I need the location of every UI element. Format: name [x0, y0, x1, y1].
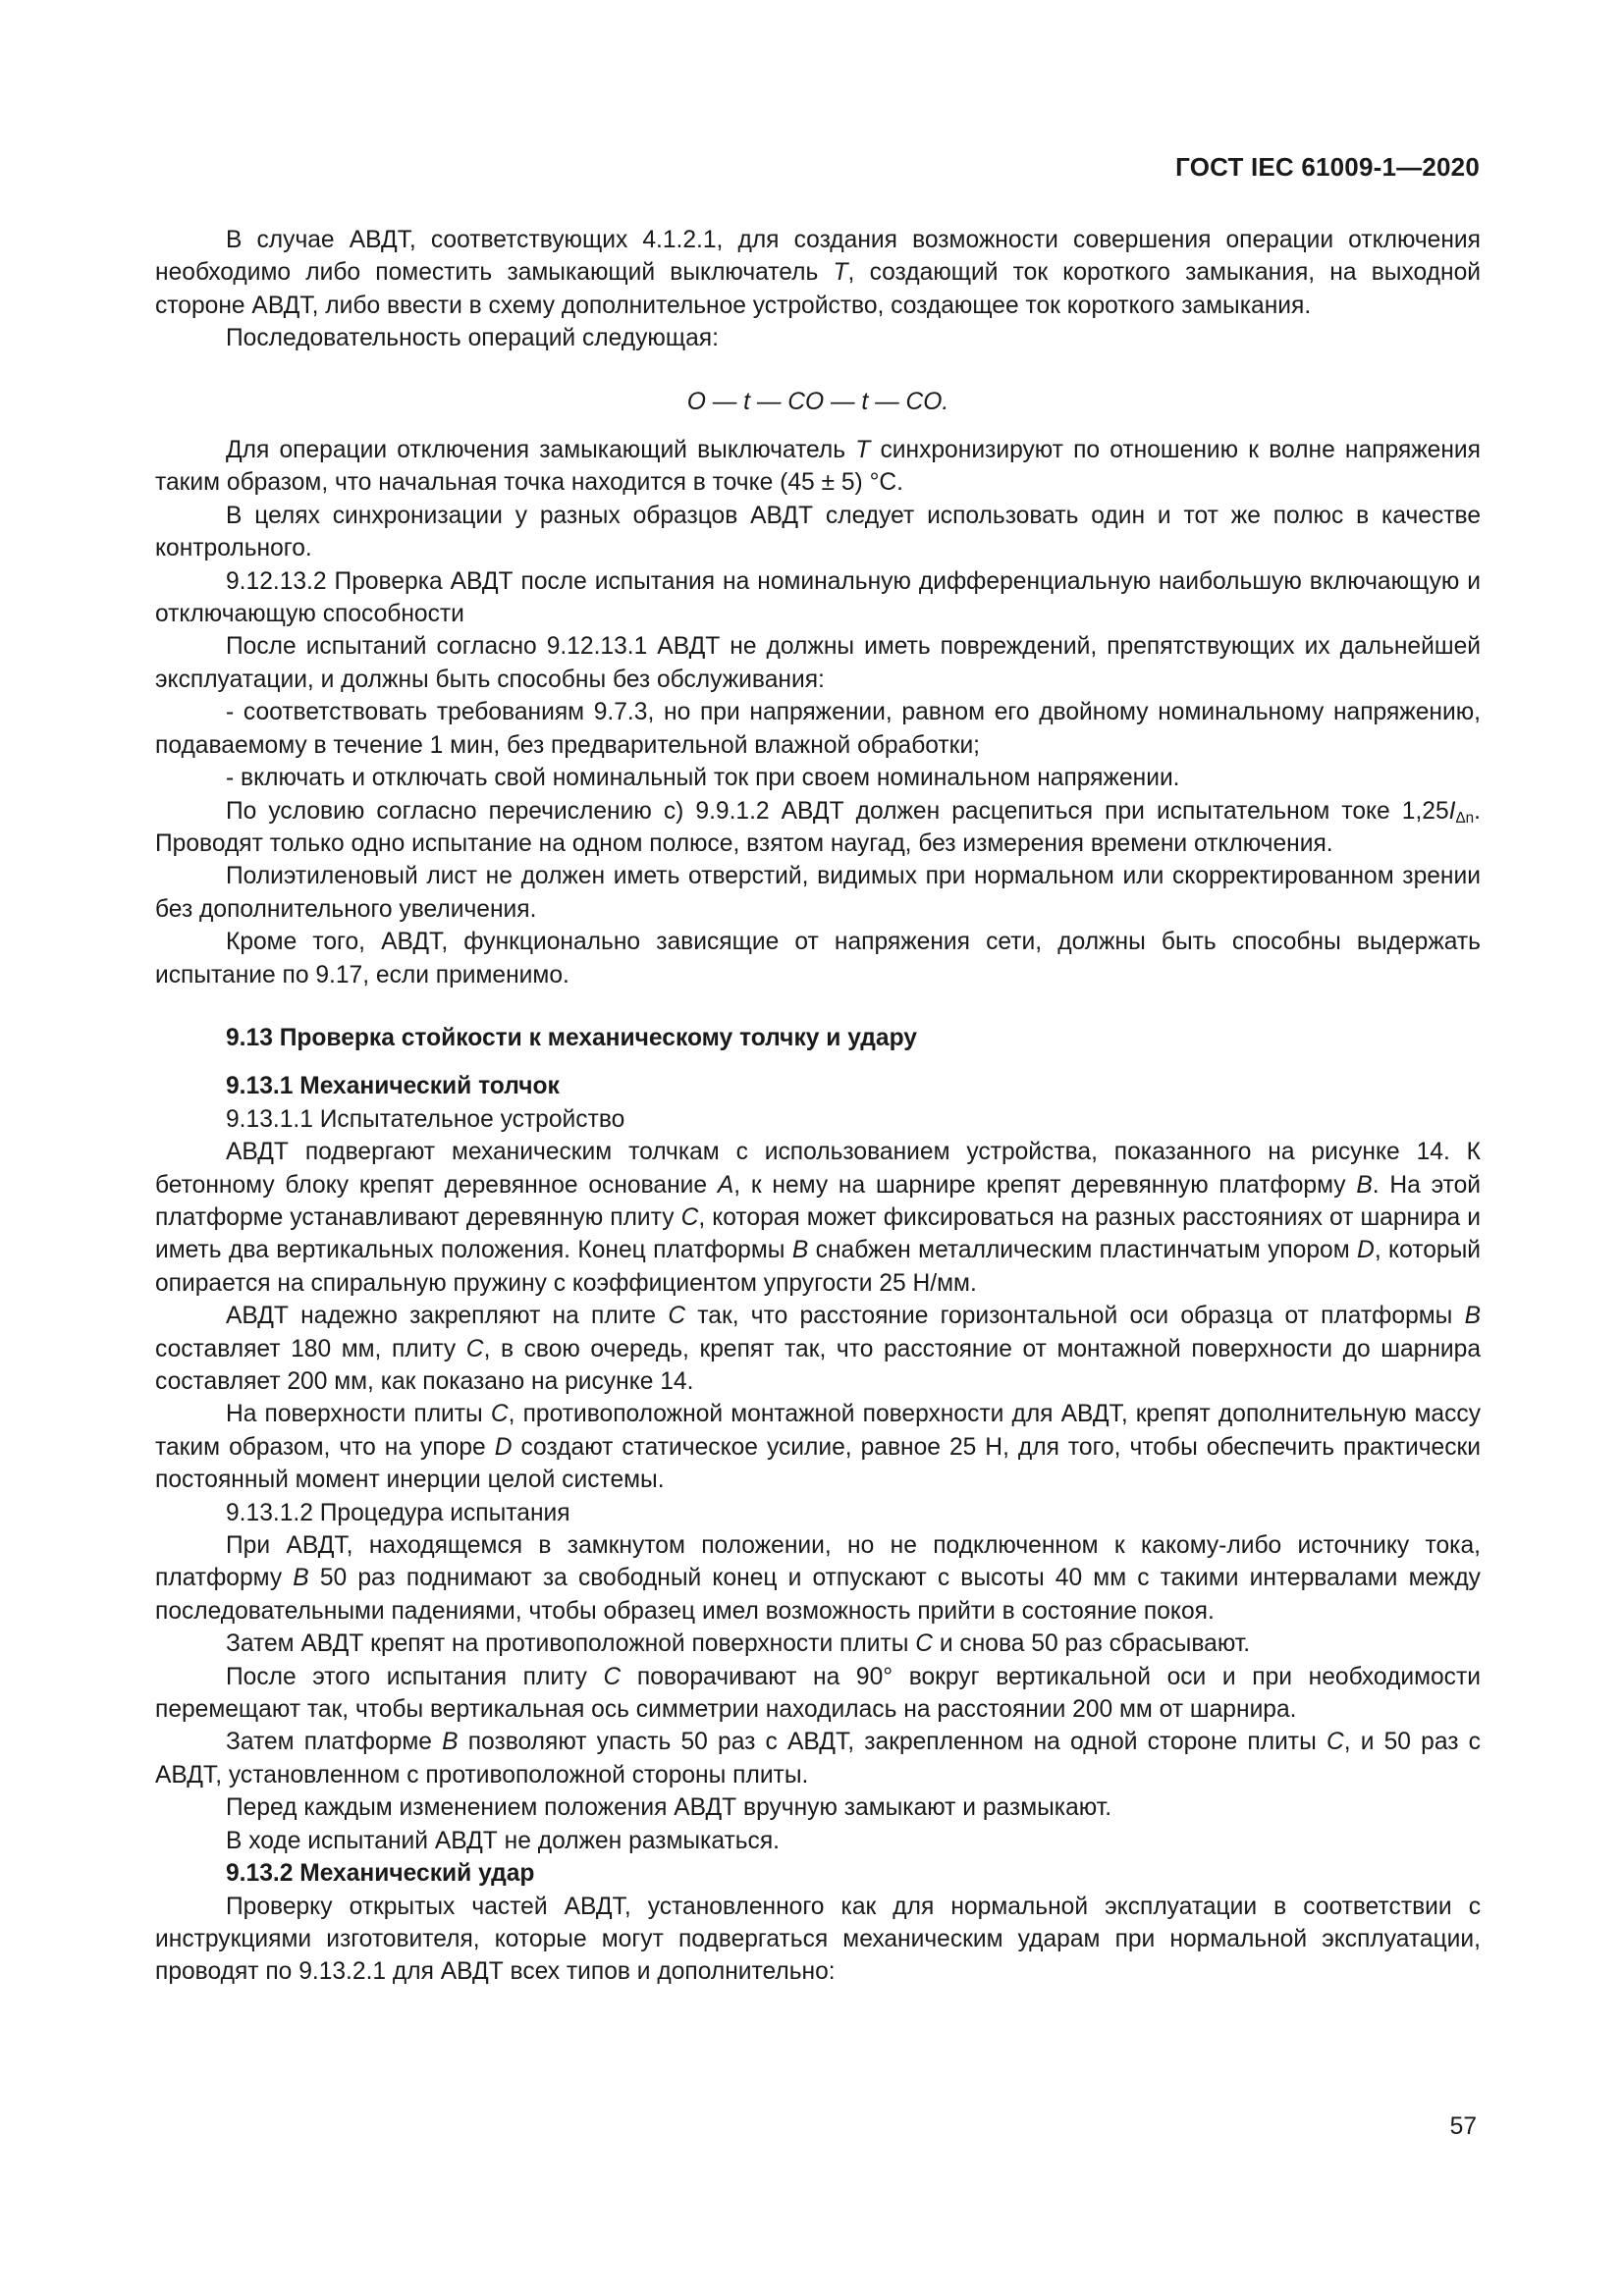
paragraph: АВДТ надежно закрепляют на плите C так, что расстояние горизонтальной оси образца от платформы B составляет 180 мм, плиту C, в свою очередь, крепят так, что расстояние от монтажной поверхности до шарнира составляет 200 мм, как показано на рисунке 14.: [155, 1303, 1482, 1395]
paragraph: Проверку открытых частей АВДТ, установленного как для нормальной эксплуатации в соответствии с инструкциями изготовителя, которые могут подвергаться механическим ударам при нормальной эксплуатации, проводят по 9.13.2.1 для АВДТ всех типов и дополнительно:: [155, 1893, 1481, 1986]
paragraph: Затем АВДТ крепят на противоположной поверхности плиты C и снова 50 раз сбрасывают.: [226, 1630, 1251, 1658]
paragraph: В случае АВДТ, соответствующих 4.1.2.1, для создания возможности совершения операции отключения необходимо либо поместить замыкающий выключатель T, создающий ток короткого замыкания, на выходной стороне АВДТ, либо ввести в схему дополнительное устройство, создающее ток короткого замыкания.: [155, 227, 1481, 319]
list-item: - включать и отключать свой номинальный ток при своем номинальном напряжении.: [226, 765, 1180, 792]
paragraph: Полиэтиленовый лист не должен иметь отверстий, видимых при нормальном или скорректированном зрении без дополнительного увеличения.: [155, 863, 1481, 923]
clause-heading: 9.13.1.2 Процедура испытания: [226, 1499, 570, 1526]
document-body: [155, 224, 1481, 1989]
paragraph: Для операции отключения замыкающий выключатель T синхронизируют по отношению к волне напряжения таким образом, что начальная точка находится в точке (45 ± 5) °С.: [155, 437, 1481, 497]
clause-heading: 9.12.13.2 Проверка АВДТ после испытания на номинальную дифференциальную наибольшую включающую и отключающую способности: [155, 567, 1481, 628]
paragraph: АВДТ подвергают механическим толчкам с использованием устройства, показанного на рисунке 14. К бетонному блоку крепят деревянное основание A, к нему на шарнире крепят деревянную платформу B. На этой платформе устанавливают деревянную плиту C, которая может фиксироваться на разных расстояниях от шарнира и иметь два вертикальных положения. Конец платформы B снабжен металлическим пластинчатым упором D, который опирается на спиральную пружину с коэффициентом упругости 25 Н/мм.: [155, 1139, 1481, 1297]
paragraph: После испытаний согласно 9.12.13.1 АВДТ не должны иметь повреждений, препятствующих их дальнейшей эксплуатации, и должны быть способны без обслуживания:: [155, 633, 1481, 693]
document-header: ГОСТ IEC 61009-1—2020: [1175, 152, 1480, 182]
list-item: - соответствовать требованиям 9.7.3, но при напряжении, равном его двойному номинальному напряжению, подаваемому в течение 1 мин, без предварительной влажной обработки;: [155, 699, 1481, 759]
paragraph: Кроме того, АВДТ, функционально зависящие от напряжения сети, должны быть способны выдержать испытание по 9.17, если применимо.: [155, 929, 1481, 988]
paragraph: Затем платформе B позволяют упасть 50 раз с АВДТ, закрепленном на одной стороне плиты C, и 50 раз с АВДТ, установленном с противоположной стороны плиты.: [155, 1729, 1481, 1789]
paragraph: В ходе испытаний АВДТ не должен размыкаться.: [226, 1827, 780, 1854]
paragraph: При АВДТ, находящемся в замкнутом положении, но не подключенном к какому-либо источнику тока, платформу B 50 раз поднимают за свободный конец и отпускают с высоты 40 мм с такими интервалами между последовательными падениями, чтобы образец имел возможность прийти в состояние покоя.: [155, 1532, 1481, 1625]
section-heading: 9.13 Проверка стойкости к механическому толчку и удару: [226, 1024, 917, 1051]
paragraph: После этого испытания плиту C поворачивают на 90° вокруг вертикальной оси и при необходимости перемещают так, чтобы вертикальная ось симметрии находилась на расстоянии 200 мм от шарнира.: [155, 1663, 1481, 1724]
paragraph: В целях синхронизации у разных образцов АВДТ следует использовать один и тот же полюс в качестве контрольного.: [155, 502, 1481, 562]
subsection-heading: 9.13.2 Механический удар: [226, 1860, 535, 1888]
page-number: 57: [1449, 2113, 1477, 2140]
paragraph: Перед каждым изменением положения АВДТ вручную замыкают и размыкают.: [226, 1794, 1112, 1822]
paragraph: Последовательность операций следующая:: [226, 325, 719, 352]
clause-heading: 9.13.1.1 Испытательное устройство: [226, 1105, 625, 1133]
subsection-heading: 9.13.1 Механический толчок: [226, 1073, 560, 1100]
paragraph: На поверхности плиты C, противоположной монтажной поверхности для АВДТ, крепят дополнительную массу таким образом, что на упоре D создают статическое усилие, равное 25 Н, для того, чтобы обеспечить практически постоянный момент инерции целой системы.: [155, 1401, 1481, 1494]
paragraph: По условию согласно перечислению с) 9.9.1.2 АВДТ должен расцепиться при испытательном токе $1,25I_{\Delta n}$. Проводят только одно испытание на одном полюсе, взятом наугад, без измерения времени отключения.: [155, 797, 1481, 857]
formula: O — t — CO — t — CO.: [686, 388, 949, 415]
